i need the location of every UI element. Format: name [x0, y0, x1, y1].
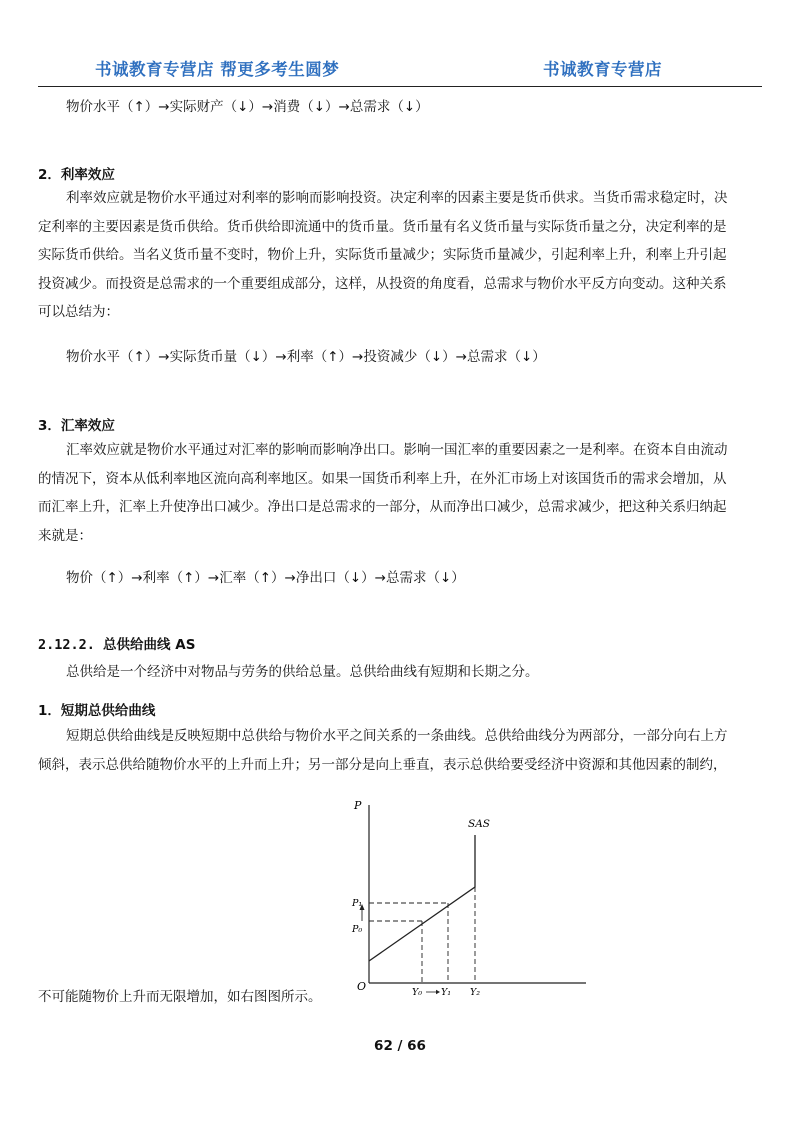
as-section-title: 总供给曲线 AS [103, 637, 196, 653]
wealth-effect-chain: 物价水平（↑）→实际财产（↓）→消费（↓）→总需求（↓） [66, 99, 429, 115]
exchange-effect-heading: 3．汇率效应 [38, 418, 115, 434]
paragraph-line: 定利率的主要因素是货币供给。货币供给即流通中的货币量。货币量有名义货币量与实际货币量之分，决定利率的是 [38, 218, 727, 235]
paragraph-line: 实际货币供给。当名义货币量不变时，物价上升，实际货币量减少；实际货币量减少，引起利率上升，利率上升引起 [38, 247, 727, 264]
page-number: 62 / 66 [374, 1038, 426, 1054]
sas-heading: 1．短期总供给曲线 [38, 703, 156, 719]
interest-effect-chain: 物价水平（↑）→实际货币量（↓）→利率（↑）→投资减少（↓）→总需求（↓） [66, 349, 546, 365]
paragraph-line: 而汇率上升，汇率上升使净出口减少。净出口是总需求的一部分，从而净出口减少，总需求减少，把这种关系归纳起 [38, 499, 727, 516]
paragraph-line: 可以总结为： [38, 304, 119, 321]
tick-label-p0: P₀ [352, 924, 363, 935]
exchange-effect-chain: 物价（↑）→利率（↑）→汇率（↑）→净出口（↓）→总需求（↓） [66, 570, 465, 586]
interest-effect-paragraph [38, 184, 762, 327]
sas-paragraph-tail: 不可能随物价上升而无限增加，如右图图所示。 [38, 989, 322, 1005]
paragraph-line: 来就是： [38, 527, 92, 544]
p-axis-label: P [354, 799, 362, 812]
sas-curve-label: SAS [468, 818, 490, 830]
origin-label: O [357, 980, 367, 993]
header-shop-name: 书诚教育专营店 [543, 60, 662, 79]
paragraph-line: 汇率效应就是物价水平通过对汇率的影响而影响净出口。影响一国汇率的重要因素之一是利率。在资本自由流动 [66, 442, 728, 458]
paragraph-line: 的情况下，资本从低利率地区流向高利率地区。如果一国货币利率上升，在外汇市场上对该国货币的需求会增加，从 [38, 470, 727, 487]
page-header [38, 56, 762, 87]
paragraph-line: 倾斜，表示总供给随物价水平的上升而上升；另一部分是向上垂直，表示总供给要受经济中资源和其他因素的制约， [38, 756, 727, 773]
sas-curve [369, 835, 475, 961]
exchange-effect-paragraph [38, 436, 762, 550]
tick-label-y0: Y₀ [412, 987, 423, 998]
as-section-number: 2.12.2. [38, 637, 95, 653]
interest-effect-heading: 2．利率效应 [38, 167, 115, 183]
output-rise-arrowhead [436, 990, 440, 994]
as-section-heading [38, 633, 195, 653]
sas-paragraph [38, 722, 762, 779]
tick-label-y2: Y₂ [470, 987, 481, 998]
tick-label-p1: P₁ [352, 898, 363, 909]
sas-chart [340, 795, 590, 1000]
paragraph-line: 利率效应就是物价水平通过对利率的影响而影响投资。决定利率的因素主要是货币供求。当货币需求稳定时，决 [66, 190, 728, 206]
as-intro: 总供给是一个经济中对物品与劳务的供给总量。总供给曲线有短期和长期之分。 [66, 664, 539, 680]
paragraph-line: 投资减少。而投资是总需求的一个重要组成部分，这样，从投资的角度看，总需求与物价水平反方向变动。这种关系 [38, 275, 727, 292]
header-shop-slogan: 书诚教育专营店 帮更多考生圆梦 [95, 60, 340, 79]
tick-label-y1: Y₁ [441, 987, 452, 998]
paragraph-line: 短期总供给曲线是反映短期中总供给与物价水平之间关系的一条曲线。总供给曲线分为两部分，一部分向右上方 [66, 728, 728, 744]
